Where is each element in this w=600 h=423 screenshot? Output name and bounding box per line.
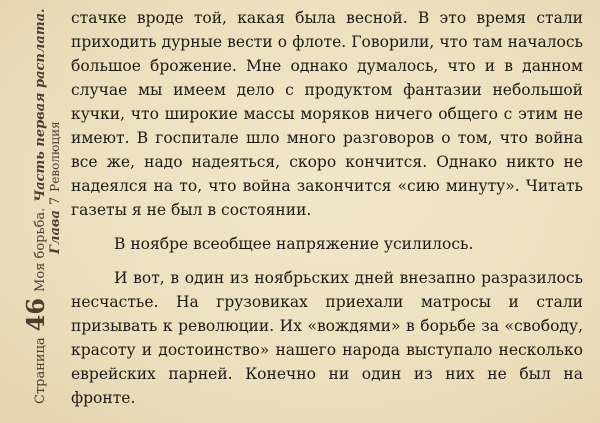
paragraph-2: В ноябре всеобщее напряжение усилилось. — [114, 235, 474, 253]
running-header-line-2 — [48, 24, 63, 254]
chapter-title: Революция — [48, 121, 62, 192]
body-text — [71, 6, 583, 410]
chapter-number: 7 — [48, 196, 63, 206]
part-title: Часть первая расплата. — [33, 8, 48, 202]
page-label: Страница — [33, 337, 48, 404]
paragraph-1: стачке вроде той, какая была весной. В это время стали приходить дурные вести о флоте. Говорили, что там началось большое брожение. Мне однако думалось, что и в данном случае мы имеем дело с продуктом фантазии небольшой кучки, что широкие массы моряков ничего общего с этим не имеют. В госпитале шло много разговоров о том, что война все же, надо надеяться, скоро кончится. Однако никто не надеялся на то, что война закончится «сию минуту». Читать газеты я не был в состоянии. — [71, 9, 583, 219]
chapter-label: Глава — [48, 210, 63, 254]
page-number: 46 — [21, 297, 50, 332]
paragraph-3: И вот, в один из ноябрьских дней внезапно разразилось несчастье. На грузовиках приехали матросы и стали призывать к революции. Их «вождями» в борьбе за «свободу, красоту и достоинство» нашего народа выступало несколько еврейских парней. Конечно ни один из них не был на фронте. — [71, 269, 583, 407]
running-header — [21, 8, 66, 404]
running-header-line-1 — [21, 8, 50, 404]
book-title: Моя борьба. — [33, 207, 48, 292]
